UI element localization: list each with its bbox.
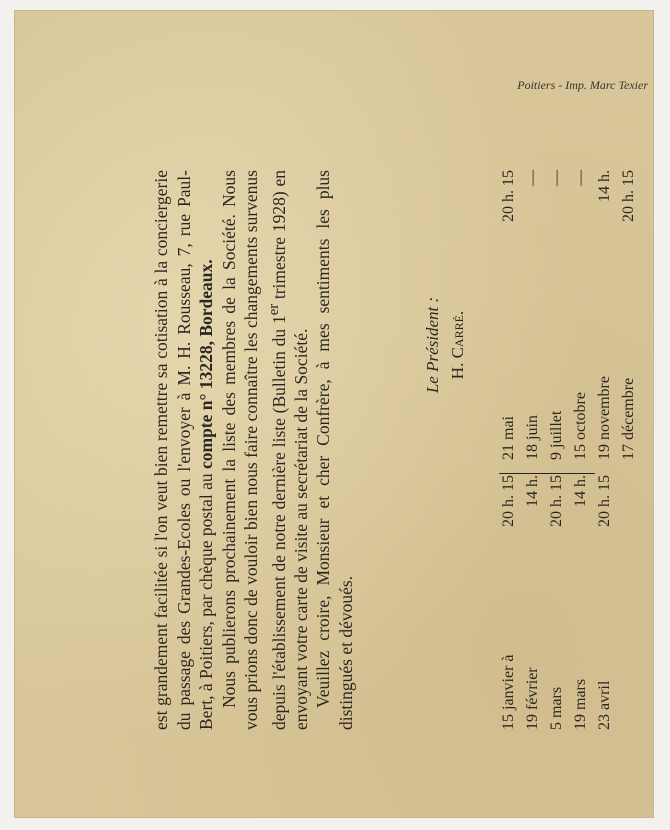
schedule-time: 20 h. 15 bbox=[500, 475, 517, 527]
schedule-column-right bbox=[497, 170, 641, 460]
schedule-row bbox=[593, 170, 617, 460]
schedule-date: 23 avril bbox=[596, 680, 613, 730]
members-text-b: trimestre 1928) en envoyant votre carte de visite au secrétariat de la Société. bbox=[268, 170, 311, 730]
schedule-row bbox=[593, 475, 617, 730]
schedule-time: — bbox=[524, 170, 541, 186]
schedule-row bbox=[545, 170, 569, 460]
schedule-time: — bbox=[572, 170, 589, 186]
rotated-text-block bbox=[150, 170, 637, 730]
schedule-date: 9 juillet bbox=[548, 410, 565, 460]
schedule-row bbox=[521, 170, 545, 460]
schedule-row bbox=[569, 170, 593, 460]
schedule-row bbox=[545, 475, 569, 730]
schedule-date: 19 novembre bbox=[596, 376, 613, 460]
schedule-time: 14 h. bbox=[596, 170, 613, 202]
document-page bbox=[14, 10, 654, 818]
schedule-row bbox=[617, 170, 641, 460]
schedule-date: 5 mars bbox=[548, 686, 565, 730]
members-text-a: Nous publierons prochainement la liste des membres de la Société. Nous vous prions donc de vouloir bien nous faire connaître les changements survenus depuis l'établissement de notre dernière liste (Bulletin du 1 bbox=[218, 170, 289, 730]
signatory-title: Le Président : bbox=[423, 296, 442, 394]
schedule-time: — bbox=[548, 170, 565, 186]
schedule-date: 18 juin bbox=[524, 415, 541, 460]
ordinal-sup: er bbox=[265, 303, 282, 316]
schedule-time: 20 h. 15 bbox=[500, 170, 517, 222]
payment-text: est grandement facilitée si l'on veut bien remettre sa cotisation à la conciergerie du passage des Grandes-Ecoles ou l'envoyer à M. H. Rousseau, 7, rue Paul-Bert, à Poitiers, par chèque postal au bbox=[151, 170, 216, 730]
schedule-date: 15 octobre bbox=[572, 392, 589, 460]
paragraph-payment bbox=[150, 170, 218, 730]
paragraph-members-list bbox=[218, 170, 313, 730]
schedule-date: 15 janvier à bbox=[500, 654, 517, 730]
postal-account: compte n° 13228, Bordeaux. bbox=[196, 259, 216, 470]
schedule-time: 14 h. bbox=[524, 475, 541, 507]
schedule-row bbox=[521, 475, 545, 730]
schedule-column-left bbox=[497, 475, 617, 730]
schedule-row bbox=[497, 170, 521, 460]
printer-imprint: Poitiers - Imp. Marc Texier bbox=[517, 78, 648, 92]
letter-body bbox=[150, 170, 357, 730]
schedule-date: 21 mai bbox=[500, 416, 517, 460]
schedule-time: 14 h. bbox=[572, 475, 589, 507]
paragraph-closing: Veuillez croire, Monsieur et cher Confrère, à mes sentiments les plus distingués et dévoués. bbox=[313, 170, 356, 730]
signatory-name: H. Carré. bbox=[448, 310, 467, 380]
column-divider bbox=[499, 473, 595, 474]
schedule-row bbox=[569, 475, 593, 730]
schedule-date: 19 février bbox=[524, 667, 541, 730]
schedule-row bbox=[497, 475, 521, 730]
schedule-time: 20 h. 15 bbox=[620, 170, 637, 222]
schedule-time: 20 h. 15 bbox=[548, 475, 565, 527]
signature-block bbox=[420, 170, 470, 730]
schedule-time: 20 h. 15 bbox=[596, 475, 613, 527]
schedule-date: 17 décembre bbox=[620, 377, 637, 460]
schedule-date: 19 mars bbox=[572, 678, 589, 730]
